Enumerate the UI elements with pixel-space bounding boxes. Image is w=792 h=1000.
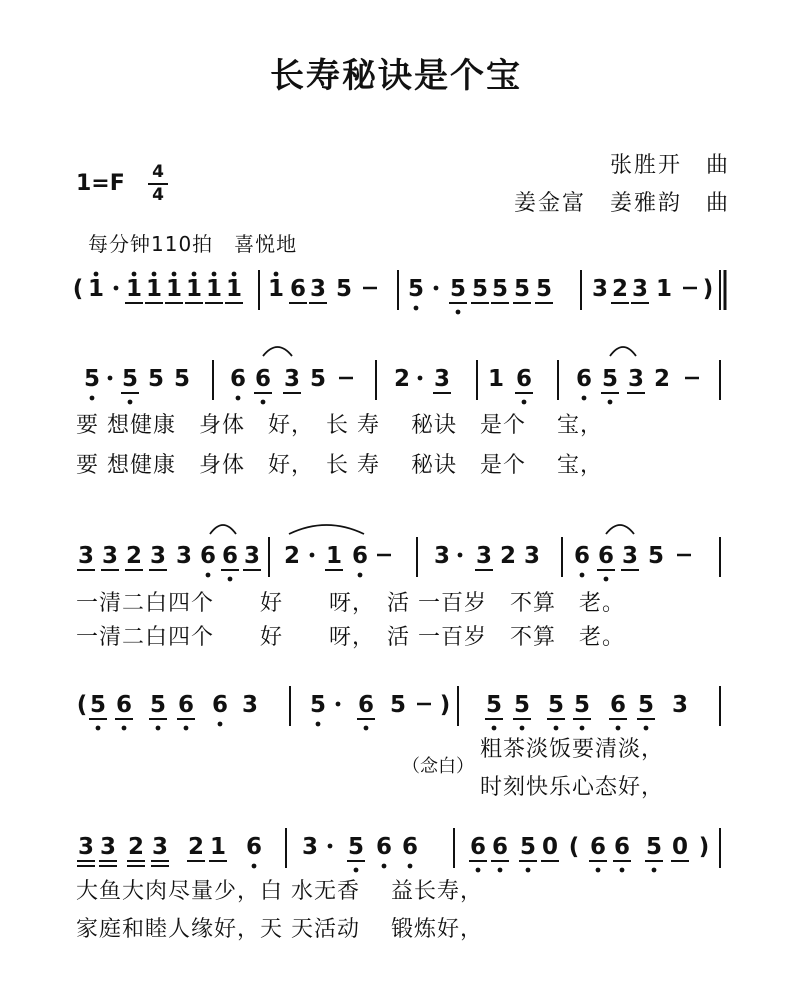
note-3: 3 bbox=[631, 276, 649, 302]
low-octave-dot bbox=[364, 726, 369, 731]
note-6: 6 bbox=[491, 834, 509, 860]
high-octave-dot bbox=[94, 272, 99, 277]
note-3: 3 bbox=[149, 543, 167, 569]
speech-marker: （念白） bbox=[402, 756, 474, 777]
note-3: 3 bbox=[309, 276, 327, 302]
augmentation-dot bbox=[434, 286, 439, 291]
tie-slur bbox=[263, 347, 292, 356]
high-octave-dot bbox=[172, 272, 177, 277]
note-5: 5 bbox=[471, 276, 489, 302]
note-6: 6 bbox=[613, 834, 631, 860]
note-3: 3 bbox=[99, 834, 117, 860]
low-octave-dot bbox=[206, 573, 211, 578]
composer-credit: 姜金富 姜雅韵 曲 bbox=[513, 191, 730, 216]
note-6: 6 bbox=[211, 692, 229, 718]
time-signature-bottom: 4 bbox=[152, 185, 164, 205]
low-octave-dot bbox=[184, 726, 189, 731]
note-0: 0 bbox=[671, 834, 689, 860]
note-3: 3 bbox=[151, 834, 169, 860]
low-octave-dot bbox=[358, 573, 363, 578]
tie-slur bbox=[606, 525, 634, 534]
low-octave-dot bbox=[616, 726, 621, 731]
low-octave-dot bbox=[408, 864, 413, 869]
note-2: 2 bbox=[393, 366, 411, 392]
note-3: 3 bbox=[523, 543, 541, 569]
note-6: 6 bbox=[221, 543, 239, 569]
note-5: 5 bbox=[309, 366, 327, 392]
note-3: 3 bbox=[301, 834, 319, 860]
note-2: 2 bbox=[127, 834, 145, 860]
note-5: 5 bbox=[601, 366, 619, 392]
note-6: 6 bbox=[245, 834, 263, 860]
high-octave-dot bbox=[192, 272, 197, 277]
lyric-line-4-verse-1: 大鱼大肉尽量少，白 水无香 益长寿， bbox=[76, 879, 483, 904]
lyric-line-1-verse-2: 要 想健康 身体 好， 长 寿 秘诀 是个 宝， bbox=[76, 453, 603, 478]
song-title: 长寿秘诀是个宝 bbox=[270, 56, 522, 96]
note-2: 2 bbox=[653, 366, 671, 392]
note-3: 3 bbox=[283, 366, 301, 392]
note-3: 3 bbox=[77, 543, 95, 569]
note-1: 1 bbox=[125, 276, 143, 302]
note-3: 3 bbox=[621, 543, 639, 569]
low-octave-dot bbox=[456, 310, 461, 315]
note-2: 2 bbox=[283, 543, 301, 569]
note-1: 1 bbox=[209, 834, 227, 860]
note-2: 2 bbox=[187, 834, 205, 860]
note-5: 5 bbox=[173, 366, 191, 392]
note-1: 1 bbox=[487, 366, 505, 392]
parenthesis: ( bbox=[72, 276, 84, 302]
note-3: 3 bbox=[175, 543, 193, 569]
augmentation-dot bbox=[310, 553, 315, 558]
note-3: 3 bbox=[101, 543, 119, 569]
note-6: 6 bbox=[589, 834, 607, 860]
lyricist-credit: 张胜开 曲 bbox=[609, 153, 730, 178]
note-5: 5 bbox=[347, 834, 365, 860]
tie-slur bbox=[289, 525, 364, 534]
note-5: 5 bbox=[491, 276, 509, 302]
high-octave-dot bbox=[212, 272, 217, 277]
note-3: 3 bbox=[475, 543, 493, 569]
note-3: 3 bbox=[433, 366, 451, 392]
note-5: 5 bbox=[309, 692, 327, 718]
low-octave-dot bbox=[644, 726, 649, 731]
low-octave-dot bbox=[156, 726, 161, 731]
low-octave-dot bbox=[96, 726, 101, 731]
note-2: 2 bbox=[611, 276, 629, 302]
note-3: 3 bbox=[241, 692, 259, 718]
note-5: 5 bbox=[573, 692, 591, 718]
note-3: 3 bbox=[77, 834, 95, 860]
note-6: 6 bbox=[609, 692, 627, 718]
low-octave-dot bbox=[414, 306, 419, 311]
low-octave-dot bbox=[520, 726, 525, 731]
low-octave-dot bbox=[476, 868, 481, 873]
note-1: 1 bbox=[185, 276, 203, 302]
note-6: 6 bbox=[375, 834, 393, 860]
low-octave-dot bbox=[252, 864, 257, 869]
low-octave-dot bbox=[580, 573, 585, 578]
high-octave-dot bbox=[132, 272, 137, 277]
low-octave-dot bbox=[354, 868, 359, 873]
note-6: 6 bbox=[573, 543, 591, 569]
note-2: 2 bbox=[499, 543, 517, 569]
note-5: 5 bbox=[513, 692, 531, 718]
augmentation-dot bbox=[418, 376, 423, 381]
note-5: 5 bbox=[89, 692, 107, 718]
note-1: 1 bbox=[267, 276, 285, 302]
augmentation-dot bbox=[458, 553, 463, 558]
lyric-line-2-verse-2: 一清二白四个 好 呀， 活 一百岁 不算 老。 bbox=[76, 625, 625, 650]
tie-slur bbox=[210, 525, 236, 534]
low-octave-dot bbox=[382, 864, 387, 869]
note-5: 5 bbox=[647, 543, 665, 569]
note-3: 3 bbox=[591, 276, 609, 302]
low-octave-dot bbox=[128, 400, 133, 405]
low-octave-dot bbox=[608, 400, 613, 405]
note-5: 5 bbox=[513, 276, 531, 302]
note-3: 3 bbox=[243, 543, 261, 569]
note-1: 1 bbox=[145, 276, 163, 302]
note-5: 5 bbox=[121, 366, 139, 392]
lyric-line-3-verse-2: 时刻快乐心态好， bbox=[480, 775, 665, 800]
note-5: 5 bbox=[637, 692, 655, 718]
parenthesis: ( bbox=[568, 834, 580, 860]
low-octave-dot bbox=[580, 726, 585, 731]
key-signature: 1=F bbox=[76, 171, 125, 196]
note-5: 5 bbox=[519, 834, 537, 860]
parenthesis: ( bbox=[76, 692, 88, 718]
tie-slur bbox=[610, 347, 636, 356]
lyric-line-4-verse-2: 家庭和睦人缘好，天 天活动 锻炼好， bbox=[76, 917, 483, 942]
low-octave-dot bbox=[122, 726, 127, 731]
note-6: 6 bbox=[254, 366, 272, 392]
parenthesis: ) bbox=[698, 834, 710, 860]
high-octave-dot bbox=[232, 272, 237, 277]
low-octave-dot bbox=[90, 396, 95, 401]
augmentation-dot bbox=[336, 702, 341, 707]
note-6: 6 bbox=[597, 543, 615, 569]
note-1: 1 bbox=[325, 543, 343, 569]
note-1: 1 bbox=[655, 276, 673, 302]
low-octave-dot bbox=[596, 868, 601, 873]
lyric-line-3-verse-1: 粗茶淡饭要清淡， bbox=[480, 737, 665, 762]
note-6: 6 bbox=[351, 543, 369, 569]
high-octave-dot bbox=[152, 272, 157, 277]
note-1: 1 bbox=[87, 276, 105, 302]
note-1: 1 bbox=[165, 276, 183, 302]
note-5: 5 bbox=[335, 276, 353, 302]
lyric-line-1-verse-1: 要 想健康 身体 好， 长 寿 秘诀 是个 宝， bbox=[76, 413, 603, 438]
note-5: 5 bbox=[645, 834, 663, 860]
low-octave-dot bbox=[526, 868, 531, 873]
high-octave-dot bbox=[274, 272, 279, 277]
note-6: 6 bbox=[401, 834, 419, 860]
note-3: 3 bbox=[627, 366, 645, 392]
low-octave-dot bbox=[261, 400, 266, 405]
note-6: 6 bbox=[115, 692, 133, 718]
note-6: 6 bbox=[575, 366, 593, 392]
note-6: 6 bbox=[229, 366, 247, 392]
lyric-line-2-verse-1: 一清二白四个 好 呀， 活 一百岁 不算 老。 bbox=[76, 591, 625, 616]
parenthesis: ) bbox=[702, 276, 714, 302]
note-3: 3 bbox=[671, 692, 689, 718]
parenthesis: ) bbox=[439, 692, 451, 718]
augmentation-dot bbox=[108, 376, 113, 381]
note-0: 0 bbox=[541, 834, 559, 860]
note-5: 5 bbox=[535, 276, 553, 302]
low-octave-dot bbox=[582, 396, 587, 401]
low-octave-dot bbox=[228, 577, 233, 582]
note-6: 6 bbox=[177, 692, 195, 718]
augmentation-dot bbox=[114, 286, 119, 291]
note-5: 5 bbox=[449, 276, 467, 302]
low-octave-dot bbox=[604, 577, 609, 582]
note-2: 2 bbox=[125, 543, 143, 569]
low-octave-dot bbox=[554, 726, 559, 731]
note-5: 5 bbox=[547, 692, 565, 718]
tempo-marking: 每分钟110拍 喜悦地 bbox=[88, 232, 298, 256]
note-5: 5 bbox=[485, 692, 503, 718]
low-octave-dot bbox=[492, 726, 497, 731]
note-5: 5 bbox=[149, 692, 167, 718]
low-octave-dot bbox=[316, 722, 321, 727]
note-6: 6 bbox=[515, 366, 533, 392]
low-octave-dot bbox=[522, 400, 527, 405]
note-6: 6 bbox=[199, 543, 217, 569]
low-octave-dot bbox=[236, 396, 241, 401]
augmentation-dot bbox=[328, 844, 333, 849]
low-octave-dot bbox=[498, 868, 503, 873]
note-3: 3 bbox=[433, 543, 451, 569]
note-5: 5 bbox=[407, 276, 425, 302]
low-octave-dot bbox=[652, 868, 657, 873]
note-5: 5 bbox=[147, 366, 165, 392]
time-signature-top: 4 bbox=[152, 162, 164, 182]
low-octave-dot bbox=[218, 722, 223, 727]
note-6: 6 bbox=[357, 692, 375, 718]
note-6: 6 bbox=[289, 276, 307, 302]
note-5: 5 bbox=[83, 366, 101, 392]
note-1: 1 bbox=[225, 276, 243, 302]
low-octave-dot bbox=[620, 868, 625, 873]
note-6: 6 bbox=[469, 834, 487, 860]
note-1: 1 bbox=[205, 276, 223, 302]
note-5: 5 bbox=[389, 692, 407, 718]
